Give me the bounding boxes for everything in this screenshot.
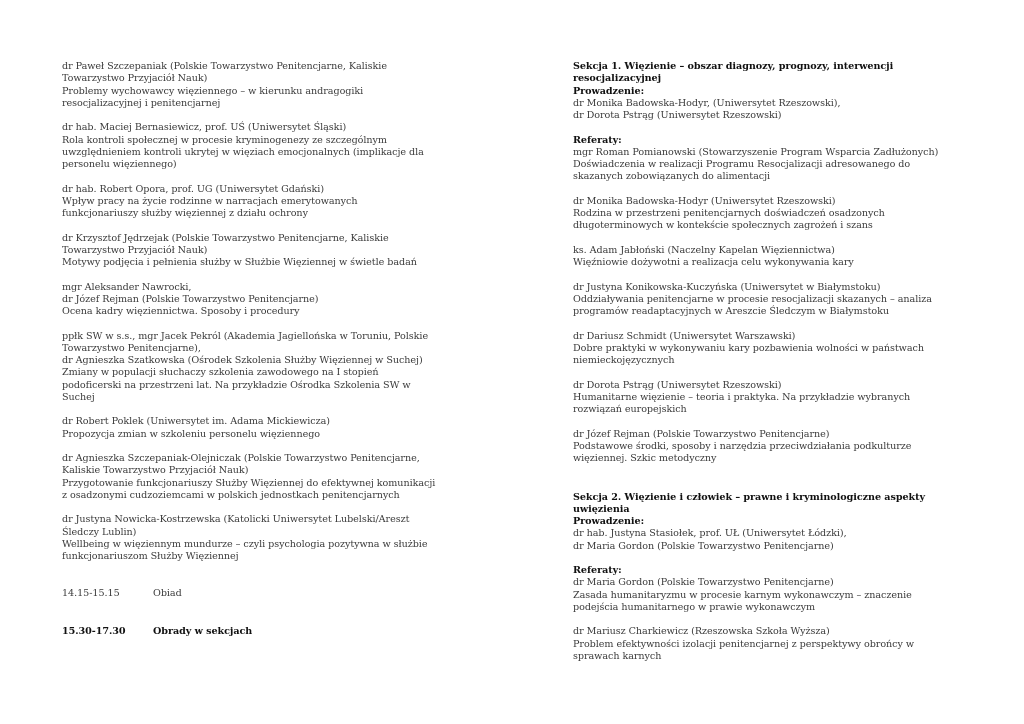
schedule-label: Obiad — [153, 588, 182, 599]
paper-line: Rodzina w przestrzeni penitencjarnych doświadczeń osadzonych — [573, 208, 885, 219]
paper-line: dr Dariusz Schmidt (Uniwersytet Warszawski) — [573, 330, 796, 342]
papers-block — [573, 565, 973, 577]
paper-line: Podstawowe środki, sposoby i narzędzia przeciwdziałania podkulturze — [573, 440, 912, 452]
entry-line: uwzględnieniem kontroli ukrytej w więziach emocjonalnych (implikacje dla — [62, 146, 424, 158]
paper-line: dr Dorota Pstrąg (Uniwersytet Rzeszowski) — [573, 379, 782, 391]
paper-line: dr Maria Gordon (Polskie Towarzystwo Penitencjarne) — [573, 577, 834, 589]
program-entry — [62, 233, 462, 270]
spacer — [62, 576, 462, 589]
paper-entry — [573, 147, 973, 184]
papers-label: Referaty: — [573, 565, 622, 576]
spacer — [573, 478, 973, 492]
chairs-label: Prowadzenie: — [573, 85, 645, 97]
chairs-label: Prowadzenie: — [573, 516, 645, 527]
paper-line: dr Józef Rejman (Polskie Towarzystwo Penitencjarne) — [573, 428, 830, 440]
entry-line: dr Justyna Nowicka-Kostrzewska (Katolicki Uniwersytet Lubelski/Areszt — [62, 514, 410, 526]
entry-line: dr Robert Poklek (Uniwersytet im. Adama Mickiewicza) — [62, 416, 330, 428]
entry-line: Kaliskie Towarzystwo Przyjaciół Nauk) — [62, 465, 249, 477]
section-block — [573, 492, 973, 553]
papers-block — [573, 135, 973, 147]
entry-line: Przygotowanie funkcjonariuszy Służby Więziennej do efektywnej komunikacji — [62, 477, 436, 489]
entry-line: dr Agnieszka Szatkowska (Ośrodek Szkolenia Służby Więziennej w Suchej) — [62, 355, 423, 366]
papers-label: Referaty: — [573, 134, 622, 146]
program-entry — [62, 122, 462, 171]
entry-line: personelu więziennego) — [62, 159, 177, 170]
entry-line: Śledczy Lublin) — [62, 526, 137, 538]
entry-line: podoficerski na przestrzeni lat. Na przykładzie Ośrodka Szkolenia SW w — [62, 379, 411, 391]
paper-entry — [573, 626, 973, 663]
paper-entry — [573, 196, 973, 233]
chair-name: dr hab. Justyna Stasiołek, prof. UŁ (Uniwersytet Łódzki), — [573, 528, 847, 540]
paper-line: Więźniowie dożywotni a realizacja celu wykonywania kary — [573, 257, 854, 268]
paper-line: niemieckojęzycznych — [573, 355, 675, 366]
entry-line: Towarzystwo Przyjaciół Nauk) — [62, 244, 208, 256]
paper-line: programów readaptacyjnych w Areszcie Śledczym w Białymstoku — [573, 306, 889, 317]
entry-line: Towarzystwo Przyjaciół Nauk) — [62, 73, 208, 85]
paper-line: skazanych zobowiązanych do alimentacji — [573, 171, 771, 183]
paper-line: mgr Roman Pomianowski (Stowarzyszenie Program Wsparcia Zadłużonych) — [573, 146, 939, 158]
entry-line: dr hab. Robert Opora, prof. UG (Uniwersytet Gdański) — [62, 183, 325, 195]
entry-line: dr hab. Maciej Bernasiewicz, prof. UŚ (Uniwersytet Śląski) — [62, 122, 347, 134]
chair-name: dr Monika Badowska-Hodyr, (Uniwersytet Rzeszowski), — [573, 97, 841, 109]
entry-line: Zmiany w populacji słuchaczy szkolenia zawodowego na I stopień — [62, 367, 379, 379]
section-title: uwięzienia — [573, 503, 630, 515]
paper-line: Doświadczenia w realizacji Programu Resocjalizacji adresowanego do — [573, 159, 911, 170]
entry-line: Suchej — [62, 391, 95, 403]
schedule-time: 14.15-15.15 — [62, 588, 120, 599]
paper-line: podejścia humanitarnego w prawie wykonawczym — [573, 601, 816, 613]
paper-line: ks. Adam Jabłoński (Naczelny Kapelan Więziennictwa) — [573, 244, 835, 256]
program-entry — [62, 331, 462, 405]
section-title: resocjalizacyjnej — [573, 73, 662, 85]
paper-line: Zasada humanitaryzmu w procesie karnym wykonawczym – znaczenie — [573, 589, 912, 601]
paper-line: dr Monika Badowska-Hodyr (Uniwersytet Rzeszowski) — [573, 195, 836, 207]
entry-line: Propozycja zmian w szkoleniu personelu więziennego — [62, 428, 321, 440]
paper-entry — [573, 245, 973, 270]
section-block — [573, 61, 973, 122]
right-column — [573, 61, 973, 675]
program-entry — [62, 184, 462, 221]
entry-line: z osadzonymi cudzoziemcami w polskich jednostkach penitencjarnych — [62, 489, 400, 501]
entry-line: Rola kontroli społecznej w procesie kryminogenezy ze szczególnym — [62, 134, 387, 146]
entry-line: ppłk SW w s.s., mgr Jacek Pekról (Akademia Jagiellońska w Toruniu, Polskie — [62, 330, 429, 342]
paper-line: Dobre praktyki w wykonywaniu kary pozbawienia wolności w państwach — [573, 342, 924, 354]
paper-line: rozwiązań europejskich — [573, 404, 687, 415]
spacer — [62, 600, 462, 626]
entry-line: dr Paweł Szczepaniak (Polskie Towarzystwo Penitencjarne, Kaliskie — [62, 61, 387, 72]
left-column — [62, 61, 462, 639]
entry-line: Motywy podjęcia i pełnienia służby w Służbie Więziennej w świetle badań — [62, 257, 417, 268]
entry-line: Wellbeing w więziennym mundurze – czyli psychologia pozytywna w służbie — [62, 538, 428, 550]
entry-line: resocjalizacyjnej i penitencjarnej — [62, 97, 221, 109]
paper-line: Humanitarne więzienie – teoria i praktyka. Na przykładzie wybranych — [573, 391, 911, 403]
entry-line: funkcjonariuszy służby więziennej z działu ochrony — [62, 208, 308, 219]
paper-line: Oddziaływania penitencjarne w procesie resocjalizacji skazanych – analiza — [573, 293, 932, 305]
entry-line: Wpływ pracy na życie rodzinne w narracjach emerytowanych — [62, 195, 358, 207]
program-entry — [62, 453, 462, 502]
entry-line: funkcjonariuszom Służby Więziennej — [62, 551, 239, 562]
entry-line: Ocena kadry więziennictwa. Sposoby i procedury — [62, 306, 300, 317]
paper-entry — [573, 429, 973, 466]
schedule-time: 15.30-17.30 — [62, 626, 126, 638]
program-entry — [62, 282, 462, 319]
paper-entry — [573, 380, 973, 417]
chair-name: dr Dorota Pstrąg (Uniwersytet Rzeszowski) — [573, 110, 782, 121]
chair-name: dr Maria Gordon (Polskie Towarzystwo Penitencjarne) — [573, 540, 834, 552]
paper-line: więziennej. Szkic metodyczny — [573, 453, 717, 464]
paper-line: dr Mariusz Charkiewicz (Rzeszowska Szkoła Wyższa) — [573, 626, 830, 638]
paper-entry — [573, 577, 973, 614]
program-entry — [62, 416, 462, 441]
paper-entry — [573, 282, 973, 319]
entry-line: Problemy wychowawcy więziennego – w kierunku andragogiki — [62, 85, 364, 97]
entry-line: Towarzystwo Penitencjarne), — [62, 342, 201, 354]
schedule-label: Obrady w sekcjach — [153, 626, 253, 638]
schedule-row — [62, 588, 462, 600]
program-entry — [62, 61, 462, 110]
schedule-row — [62, 626, 462, 638]
entry-line: mgr Aleksander Nawrocki, — [62, 281, 192, 293]
paper-line: sprawach karnych — [573, 650, 662, 662]
paper-line: dr Justyna Konikowska-Kuczyńska (Uniwersytet w Białymstoku) — [573, 281, 881, 293]
entry-line: dr Krzysztof Jędrzejak (Polskie Towarzystwo Penitencjarne, Kaliskie — [62, 232, 389, 244]
paper-line: Problem efektywności izolacji penitencjarnej z perspektywy obrońcy w — [573, 638, 915, 650]
section-title: Sekcja 1. Więzienie – obszar diagnozy, prognozy, interwencji — [573, 61, 894, 72]
program-entry — [62, 514, 462, 563]
entry-line: dr Józef Rejman (Polskie Towarzystwo Penitencjarne) — [62, 293, 319, 305]
paper-entry — [573, 331, 973, 368]
paper-line: długoterminowych w kontekście społecznych zagrożeń i szans — [573, 220, 873, 232]
entry-line: dr Agnieszka Szczepaniak-Olejniczak (Polskie Towarzystwo Penitencjarne, — [62, 453, 420, 464]
section-title: Sekcja 2. Więzienie i człowiek – prawne i kryminologiczne aspekty — [573, 491, 926, 503]
